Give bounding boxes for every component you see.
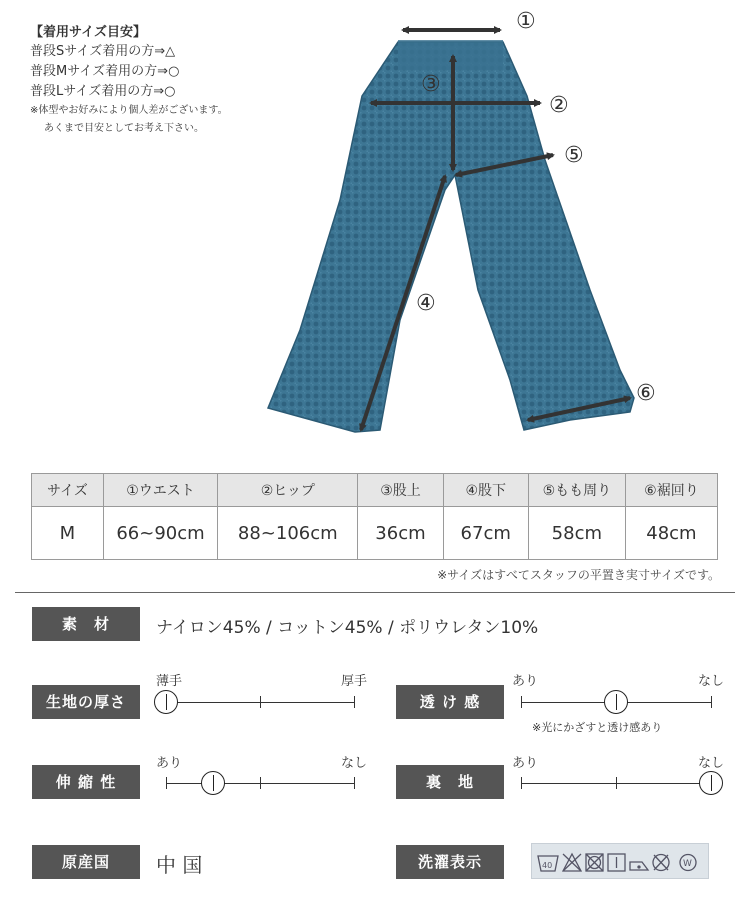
- origin-value: 中 国: [156, 853, 203, 877]
- lining-scale-marker: [699, 771, 723, 795]
- lining-tag: 裏 地: [396, 765, 504, 799]
- material-tag: 素 材: [32, 607, 140, 641]
- wash-40-icon: [538, 856, 558, 871]
- label-2: ②: [549, 93, 569, 118]
- label-5: ⑤: [564, 143, 584, 168]
- wet-clean-icon: [680, 855, 696, 871]
- transparency-scale-marker: [604, 690, 628, 714]
- lining-left-label: あり: [512, 756, 539, 771]
- stretch-left-label: あり: [156, 756, 183, 771]
- header-inseam: ④股下: [443, 474, 528, 507]
- transparency-left-label: あり: [512, 674, 539, 689]
- transparency-tag: 透 け 感: [396, 685, 504, 719]
- divider: [15, 592, 735, 593]
- no-tumble-dry-icon: [586, 854, 603, 871]
- transparency-right-label: なし: [698, 674, 725, 689]
- material-value: ナイロン45% / コットン45% / ポリウレタン10%: [156, 618, 539, 638]
- header-hip: ②ヒップ: [218, 474, 358, 507]
- cell-size: M: [32, 507, 104, 560]
- line-dry-icon: [608, 854, 625, 871]
- header-waist: ①ウエスト: [103, 474, 217, 507]
- svg-text:W: W: [683, 859, 692, 869]
- lining-scale-tick: [521, 777, 522, 789]
- header-thigh: ⑤もも周り: [528, 474, 625, 507]
- transparency-scale-tick: [521, 696, 522, 708]
- cell-inseam: 67cm: [443, 507, 528, 560]
- stretch-scale-tick: [354, 777, 355, 789]
- lining-scale-tick: [616, 777, 617, 789]
- label-4: ④: [416, 291, 436, 316]
- label-3: ③: [421, 72, 441, 97]
- thickness-right-label: 厚手: [341, 674, 368, 689]
- thickness-scale-tick: [260, 696, 261, 708]
- thickness-tag: 生地の厚さ: [32, 685, 140, 719]
- cell-rise: 36cm: [358, 507, 443, 560]
- cell-waist: 66~90cm: [103, 507, 217, 560]
- stretch-tag: 伸 縮 性: [32, 765, 140, 799]
- thickness-scale-marker: [154, 690, 178, 714]
- size-table-header: [32, 474, 718, 507]
- table-row: [32, 507, 718, 560]
- transparency-scale-tick: [711, 696, 712, 708]
- no-bleach-icon: [563, 854, 581, 871]
- size-guide-line-m: 普段Mサイズ着用の方⇒○: [30, 64, 180, 79]
- header-size: サイズ: [32, 474, 104, 507]
- iron-low-icon: [630, 862, 648, 870]
- origin-tag: 原産国: [32, 845, 140, 879]
- size-table: [31, 473, 718, 560]
- washing-symbols: [531, 843, 709, 879]
- label-6: ⑥: [636, 381, 656, 406]
- cell-hem: 48cm: [625, 507, 717, 560]
- cell-thigh: 58cm: [528, 507, 625, 560]
- stretch-scale-tick: [166, 777, 167, 789]
- stretch-scale-marker: [201, 771, 225, 795]
- waistband: [398, 40, 503, 70]
- thickness-left-label: 薄手: [156, 674, 183, 689]
- thickness-scale-tick: [354, 696, 355, 708]
- label-1: ①: [516, 9, 536, 34]
- lining-right-label: なし: [698, 756, 725, 771]
- washing-symbols-svg: [532, 844, 710, 880]
- table-note: ※サイズはすべてスタッフの平置き実寸サイズです。: [437, 568, 720, 582]
- size-guide-line-l: 普段Lサイズ着用の方⇒○: [30, 84, 176, 99]
- size-guide-note-2: あくまで目安としてお考え下さい。: [44, 123, 204, 134]
- washing-tag: 洗濯表示: [396, 845, 504, 879]
- stretch-scale-tick: [260, 777, 261, 789]
- no-dryclean-icon: [653, 855, 669, 871]
- size-guide-note: ※体型やお好みにより個人差がございます。: [30, 105, 228, 116]
- cell-hip: 88~106cm: [218, 507, 358, 560]
- transparency-note: ※光にかざすと透け感あり: [532, 721, 663, 734]
- svg-text:40: 40: [542, 861, 553, 870]
- size-guide-line-s: 普段Sサイズ着用の方⇒△: [30, 44, 176, 59]
- header-hem: ⑥裾回り: [625, 474, 717, 507]
- size-guide-title: 【着用サイズ目安】: [30, 25, 146, 40]
- stretch-right-label: なし: [341, 756, 368, 771]
- header-rise: ③股上: [358, 474, 443, 507]
